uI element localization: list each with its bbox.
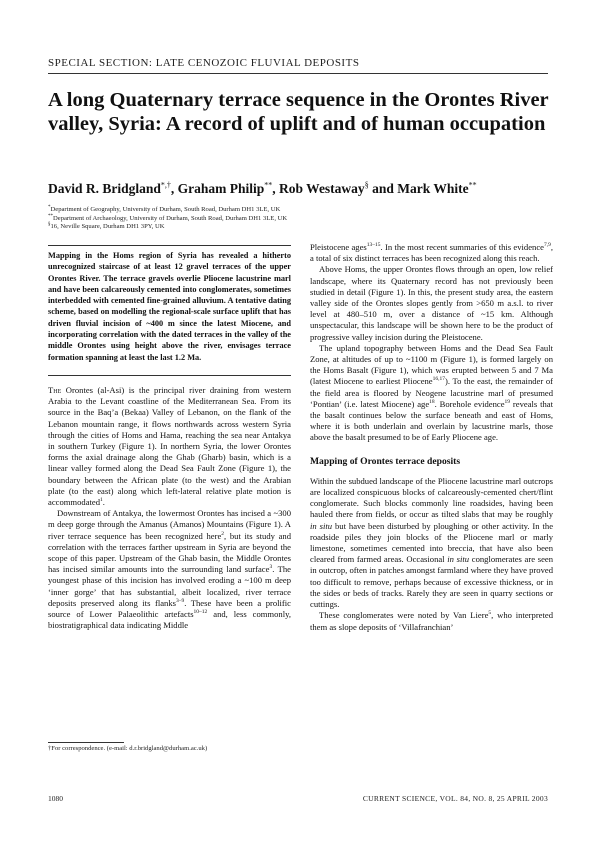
citation: 19 [504, 398, 511, 405]
left-column [48, 242, 291, 631]
citation: 10–12 [193, 609, 208, 616]
citation: 3 [269, 564, 273, 571]
paragraph-text: and, less commonly, biostratigraphical data indicating Middle [48, 609, 291, 631]
paragraph-text: . These have been a prolific source of Lower Palaeolithic artefacts [48, 597, 291, 620]
citation: 13–15 [366, 242, 381, 249]
section-heading: Mapping of Orontes terrace deposits [310, 455, 461, 467]
body-paragraph [310, 343, 553, 444]
author-name: Rob Westaway [279, 181, 365, 196]
paragraph-text: reveals that the basalt continues below the surface beneath and east of Homs, where it is both underlain and overlain by lacustrine marls, those above the basalt presumed to be of Early Pliocene age. [310, 398, 553, 443]
body-paragraph [48, 508, 291, 631]
affiliation-text: Department of Geography, University of Durham, South Road, Durham DH1 3LE, UK [50, 206, 281, 213]
affiliation-line [48, 206, 548, 215]
italic-term: in situ [310, 520, 333, 531]
lead-word: The [48, 384, 62, 395]
author-mark: *,† [160, 180, 171, 190]
affiliation-mark: § [48, 221, 51, 227]
right-column [310, 242, 553, 633]
affiliation-mark: * [48, 204, 51, 210]
affiliation-line [48, 215, 548, 224]
affiliation-text: Department of Archaeology, University of Durham, South Road, Durham DH1 3LE, UK [53, 214, 288, 222]
paragraph-text: ). To the east, the remainder of the field area is floored by Neogene lacustrine marl of presumed ‘Pontian’ (i.e. latest Miocene) age [310, 376, 553, 409]
paragraph-text: . The youngest phase of this incision has involved eroding a ~100 m deep ‘inner gorge’ that has substantial, albeit localized, river terrace deposits preserved along its flanks [48, 564, 291, 608]
article-title: A long Quaternary terrace sequence in the Orontes River valley, Syria: A record of uplift and of human occupation [48, 89, 549, 135]
abstract-box [48, 245, 291, 376]
paragraph-text: but have been disturbed by ploughing or other activity. In the roadside piles they join blocks of the Pliocene marl or marly limestone, sometimes cemented into breccia, that have also been cleared from farmed areas. Occasional [310, 520, 554, 565]
page-number: 1080 [48, 794, 63, 803]
abstract: Mapping in the Homs region of Syria has revealed a hitherto unrecognized staircase of at least 12 gravel terraces of the upper Orontes River. The terrace gravels overlie Pliocene lacustrine marl and have been calcareously cemented into conglomerates, sometimes interbedded with cemented fine-grained alluvium. A tentative dating scheme, based on modelling the regional-scale surface uplift that has driven fluvial incision of ~400 m since the latest Miocene, and incorporating correlation with the dated terraces in the valley of the middle Orontes using height above the river, envisages terrace formation spanning at least the last 1.2 Ma. [48, 245, 291, 363]
paragraph-text: The upland topography between Homs and the Dead Sea Fault Zone, at altitudes of up to ~1100 m (Figure 1), is formed largely on the Homs Basalt (Figure 1), which was erupted between 5 and 7 Ma (latest Miocene to earliest Pliocene [310, 342, 553, 387]
paragraph-text: Pleistocene ages [310, 242, 367, 252]
paragraph-text: . Borehole evidence [434, 398, 505, 409]
body-paragraph [310, 242, 553, 264]
author-mark: § [364, 180, 369, 190]
affiliation-line [48, 223, 548, 232]
author-name: Mark White [397, 181, 469, 196]
body-paragraph [310, 476, 553, 610]
body-paragraph: Above Homs, the upper Orontes flows through an open, low relief landscape, where its Quaternary record has not previously been studied in detail (Figure 1). In this, the present study area, the eastern valley side of the Orontes slopes gently from >650 m a.s.l. to river level at 480–510 m, over a distance of ~15 km. Although unspectacular, this landscape will be shown here to be the product of progressive valley incision during the Pleistocene. [310, 264, 553, 342]
body-paragraph [310, 610, 553, 632]
citation: 2 [221, 530, 225, 537]
paragraph-text: . [102, 497, 105, 507]
affiliation-mark: ** [48, 213, 53, 219]
citation: 3–9 [175, 597, 185, 604]
author-separator: , [170, 181, 178, 196]
citation: 1 [100, 497, 103, 504]
affiliation-text: 16, Neville Square, Durham DH1 3PY, UK [50, 223, 165, 230]
author-name: David R. Bridgland [48, 181, 161, 196]
paragraph-text: Orontes (al-Asi) is the principal river draining from western Arabia to the Levant coastline of the Mediterranean Sea. From its source in the Baq’a (Bekaa) Valley of Lebanon, on the flank of the Lebanon mountain range, it flows northwards across western Syria through the cities of Homs and Hama, reaching the sea near Antakya in southern Turkey (Figure 1). In northern Syria, the lower Orontes forms the axial drainage along the Ghab (Gharb) basin, which is a linear valley formed along the Dead Sea Fault Zone (Figure 1), the boundary between the African plate (to the west) and the Arabian plate (to the east) along which left-lateral relative plate motion is accommodated [48, 384, 291, 507]
paragraph-text: These conglomerates were noted by Van Liere [319, 610, 489, 621]
italic-term: in situ [447, 554, 470, 565]
author-separator: , [272, 181, 280, 196]
paragraph-text: , but its study and correlation with the terraces farther upstream in Syria are beyond the scope of this paper. Upstream of the Ghab basin, the Middle Orontes has incised similar amounts into the surrounding land surface [48, 530, 291, 575]
author-list [48, 181, 553, 197]
paragraph-text: conglomerates are seen in outcrop, often in patches amongst farmland where they have proved too difficult to remove, perhaps because of excessive thickness, or in the sides or beds of tracks. Rarely they are seen in quarry sections or cuttings. [310, 554, 553, 610]
paragraph-text: Within the subdued landscape of the Pliocene lacustrine marl outcrops are localized conspicuous blocks of calcareously-cemented chert/flint conglomerate. Such blocks commonly line roadsides, having been hauled there from fields, or occur as tilted slabs that may be roughly [310, 475, 553, 520]
journal-citation: CURRENT SCIENCE, VOL. 84, NO. 8, 25 APRIL 2003 [362, 794, 548, 803]
paragraph-text: , who interpreted them as slope deposits of ‘Villafranchian’ [310, 610, 553, 632]
section-header: SPECIAL SECTION: LATE CENOZOIC FLUVIAL DEPOSITS [48, 57, 360, 69]
paragraph-text: . In the most recent summaries of this evidence [380, 242, 544, 252]
author-separator: and [368, 181, 398, 196]
body-paragraph [48, 385, 291, 508]
header-rule [48, 73, 548, 74]
footnote-rule [48, 742, 124, 743]
citation: 16,17 [432, 376, 445, 383]
citation: 18 [429, 398, 435, 405]
author-mark: ** [468, 180, 477, 190]
affiliations [48, 206, 548, 232]
correspondence-footnote: †For correspondence. (e-mail: d.r.bridgland@durham.ac.uk) [48, 745, 208, 752]
paragraph-text: Downstream of Antakya, the lowermost Orontes has incised a ~300 m deep gorge through the Amanus (Amanos) Mountains (Figure 1). A river terrace sequence has been recognized here [48, 508, 291, 541]
citation: 5 [488, 610, 492, 617]
author-name: Graham Philip [177, 181, 265, 196]
citation: 7,9 [543, 242, 551, 249]
author-mark: ** [264, 180, 273, 190]
paragraph-text: , a total of six distinct terraces has been recognized along this reach. [310, 242, 554, 264]
